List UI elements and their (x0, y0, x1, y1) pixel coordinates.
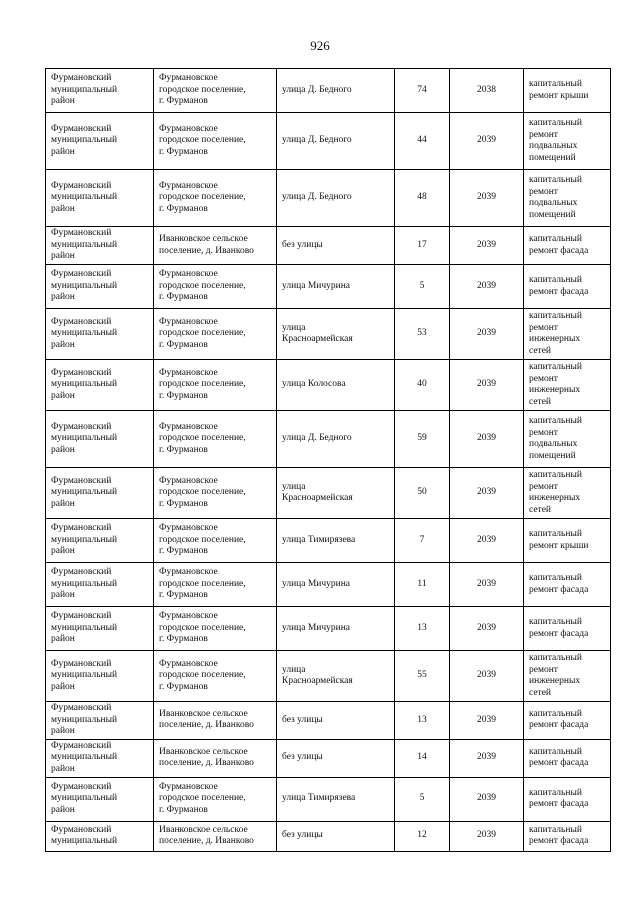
district-cell: Фурмановский муниципальный район (46, 411, 154, 468)
table-row (46, 607, 611, 651)
street-cell: без улицы (277, 227, 395, 265)
street-cell: улица Д. Бедного (277, 69, 395, 113)
settlement-cell: Фурмановское городское поселение, г. Фурманов (154, 651, 277, 702)
house-number-cell: 53 (395, 309, 450, 360)
district-cell: Фурмановский муниципальный район (46, 563, 154, 607)
district-cell: Фурмановский муниципальный (46, 821, 154, 851)
work-type-cell: капитальный ремонт инженерных сетей (524, 651, 611, 702)
district-cell: Фурмановский муниципальный район (46, 519, 154, 563)
settlement-cell: Иванковское сельское поселение, д. Иванково (154, 739, 277, 777)
year-cell: 2039 (450, 360, 524, 411)
street-cell: улица Д. Бедного (277, 411, 395, 468)
year-cell: 2039 (450, 607, 524, 651)
year-cell: 2039 (450, 265, 524, 309)
table-row (46, 360, 611, 411)
table-body (46, 69, 611, 852)
work-type-cell: капитальный ремонт фасада (524, 227, 611, 265)
street-cell: без улицы (277, 821, 395, 851)
settlement-cell: Фурмановское городское поселение, г. Фурманов (154, 411, 277, 468)
table-row (46, 170, 611, 227)
year-cell: 2039 (450, 468, 524, 519)
house-number-cell: 5 (395, 265, 450, 309)
year-cell: 2039 (450, 563, 524, 607)
house-number-cell: 5 (395, 777, 450, 821)
work-type-cell: капитальный ремонт фасада (524, 739, 611, 777)
street-cell: улица Тимирязева (277, 519, 395, 563)
work-type-cell: капитальный ремонт фасада (524, 821, 611, 851)
table-row (46, 821, 611, 851)
house-number-cell: 74 (395, 69, 450, 113)
table-row (46, 519, 611, 563)
house-number-cell: 59 (395, 411, 450, 468)
settlement-cell: Фурмановское городское поселение, г. Фурманов (154, 360, 277, 411)
settlement-cell: Фурмановское городское поселение, г. Фурманов (154, 519, 277, 563)
street-cell: улица Д. Бедного (277, 113, 395, 170)
year-cell: 2039 (450, 519, 524, 563)
house-number-cell: 11 (395, 563, 450, 607)
table-row (46, 411, 611, 468)
district-cell: Фурмановский муниципальный район (46, 227, 154, 265)
district-cell: Фурмановский муниципальный район (46, 468, 154, 519)
street-cell: без улицы (277, 739, 395, 777)
year-cell: 2038 (450, 69, 524, 113)
work-type-cell: капитальный ремонт инженерных сетей (524, 360, 611, 411)
settlement-cell: Фурмановское городское поселение, г. Фурманов (154, 265, 277, 309)
table-row (46, 309, 611, 360)
year-cell: 2039 (450, 113, 524, 170)
house-number-cell: 13 (395, 607, 450, 651)
settlement-cell: Иванковское сельское поселение, д. Иванково (154, 702, 277, 740)
house-number-cell: 48 (395, 170, 450, 227)
street-cell: улица Мичурина (277, 265, 395, 309)
street-cell: улица Красноармейская (277, 651, 395, 702)
district-cell: Фурмановский муниципальный район (46, 170, 154, 227)
street-cell: улица Д. Бедного (277, 170, 395, 227)
settlement-cell: Фурмановское городское поселение, г. Фурманов (154, 113, 277, 170)
work-type-cell: капитальный ремонт инженерных сетей (524, 309, 611, 360)
house-number-cell: 50 (395, 468, 450, 519)
table-row (46, 69, 611, 113)
street-cell: улица Мичурина (277, 607, 395, 651)
settlement-cell: Иванковское сельское поселение, д. Иванково (154, 821, 277, 851)
table-row (46, 702, 611, 740)
house-number-cell: 7 (395, 519, 450, 563)
street-cell: улица Колосова (277, 360, 395, 411)
house-number-cell: 14 (395, 739, 450, 777)
street-cell: улица Тимирязева (277, 777, 395, 821)
district-cell: Фурмановский муниципальный район (46, 360, 154, 411)
work-type-cell: капитальный ремонт фасада (524, 777, 611, 821)
district-cell: Фурмановский муниципальный район (46, 309, 154, 360)
work-type-cell: капитальный ремонт фасада (524, 265, 611, 309)
district-cell: Фурмановский муниципальный район (46, 651, 154, 702)
work-type-cell: капитальный ремонт фасада (524, 607, 611, 651)
house-number-cell: 44 (395, 113, 450, 170)
house-number-cell: 13 (395, 702, 450, 740)
work-type-cell: капитальный ремонт фасада (524, 702, 611, 740)
work-type-cell: капитальный ремонт крыши (524, 69, 611, 113)
table-row (46, 651, 611, 702)
district-cell: Фурмановский муниципальный район (46, 739, 154, 777)
house-number-cell: 55 (395, 651, 450, 702)
settlement-cell: Фурмановское городское поселение, г. Фурманов (154, 607, 277, 651)
house-number-cell: 40 (395, 360, 450, 411)
settlement-cell: Фурмановское городское поселение, г. Фурманов (154, 170, 277, 227)
street-cell: улица Мичурина (277, 563, 395, 607)
work-type-cell: капитальный ремонт подвальных помещений (524, 170, 611, 227)
table-row (46, 227, 611, 265)
district-cell: Фурмановский муниципальный район (46, 113, 154, 170)
work-type-cell: капитальный ремонт инженерных сетей (524, 468, 611, 519)
work-type-cell: капитальный ремонт подвальных помещений (524, 411, 611, 468)
year-cell: 2039 (450, 309, 524, 360)
house-number-cell: 17 (395, 227, 450, 265)
district-cell: Фурмановский муниципальный район (46, 777, 154, 821)
year-cell: 2039 (450, 651, 524, 702)
repair-schedule-table (45, 68, 611, 852)
year-cell: 2039 (450, 702, 524, 740)
settlement-cell: Фурмановское городское поселение, г. Фурманов (154, 309, 277, 360)
table-row (46, 739, 611, 777)
table-row (46, 113, 611, 170)
table-row (46, 265, 611, 309)
year-cell: 2039 (450, 739, 524, 777)
table-row (46, 563, 611, 607)
table-row (46, 777, 611, 821)
page-number: 926 (310, 38, 330, 53)
settlement-cell: Фурмановское городское поселение, г. Фурманов (154, 563, 277, 607)
year-cell: 2039 (450, 170, 524, 227)
district-cell: Фурмановский муниципальный район (46, 69, 154, 113)
house-number-cell: 12 (395, 821, 450, 851)
work-type-cell: капитальный ремонт подвальных помещений (524, 113, 611, 170)
district-cell: Фурмановский муниципальный район (46, 265, 154, 309)
work-type-cell: капитальный ремонт крыши (524, 519, 611, 563)
district-cell: Фурмановский муниципальный район (46, 607, 154, 651)
year-cell: 2039 (450, 777, 524, 821)
settlement-cell: Фурмановское городское поселение, г. Фурманов (154, 468, 277, 519)
district-cell: Фурмановский муниципальный район (46, 702, 154, 740)
street-cell: улица Красноармейская (277, 468, 395, 519)
settlement-cell: Иванковское сельское поселение, д. Иванково (154, 227, 277, 265)
year-cell: 2039 (450, 821, 524, 851)
year-cell: 2039 (450, 227, 524, 265)
street-cell: улица Красноармейская (277, 309, 395, 360)
settlement-cell: Фурмановское городское поселение, г. Фурманов (154, 777, 277, 821)
table-row (46, 468, 611, 519)
settlement-cell: Фурмановское городское поселение, г. Фурманов (154, 69, 277, 113)
work-type-cell: капитальный ремонт фасада (524, 563, 611, 607)
street-cell: без улицы (277, 702, 395, 740)
year-cell: 2039 (450, 411, 524, 468)
